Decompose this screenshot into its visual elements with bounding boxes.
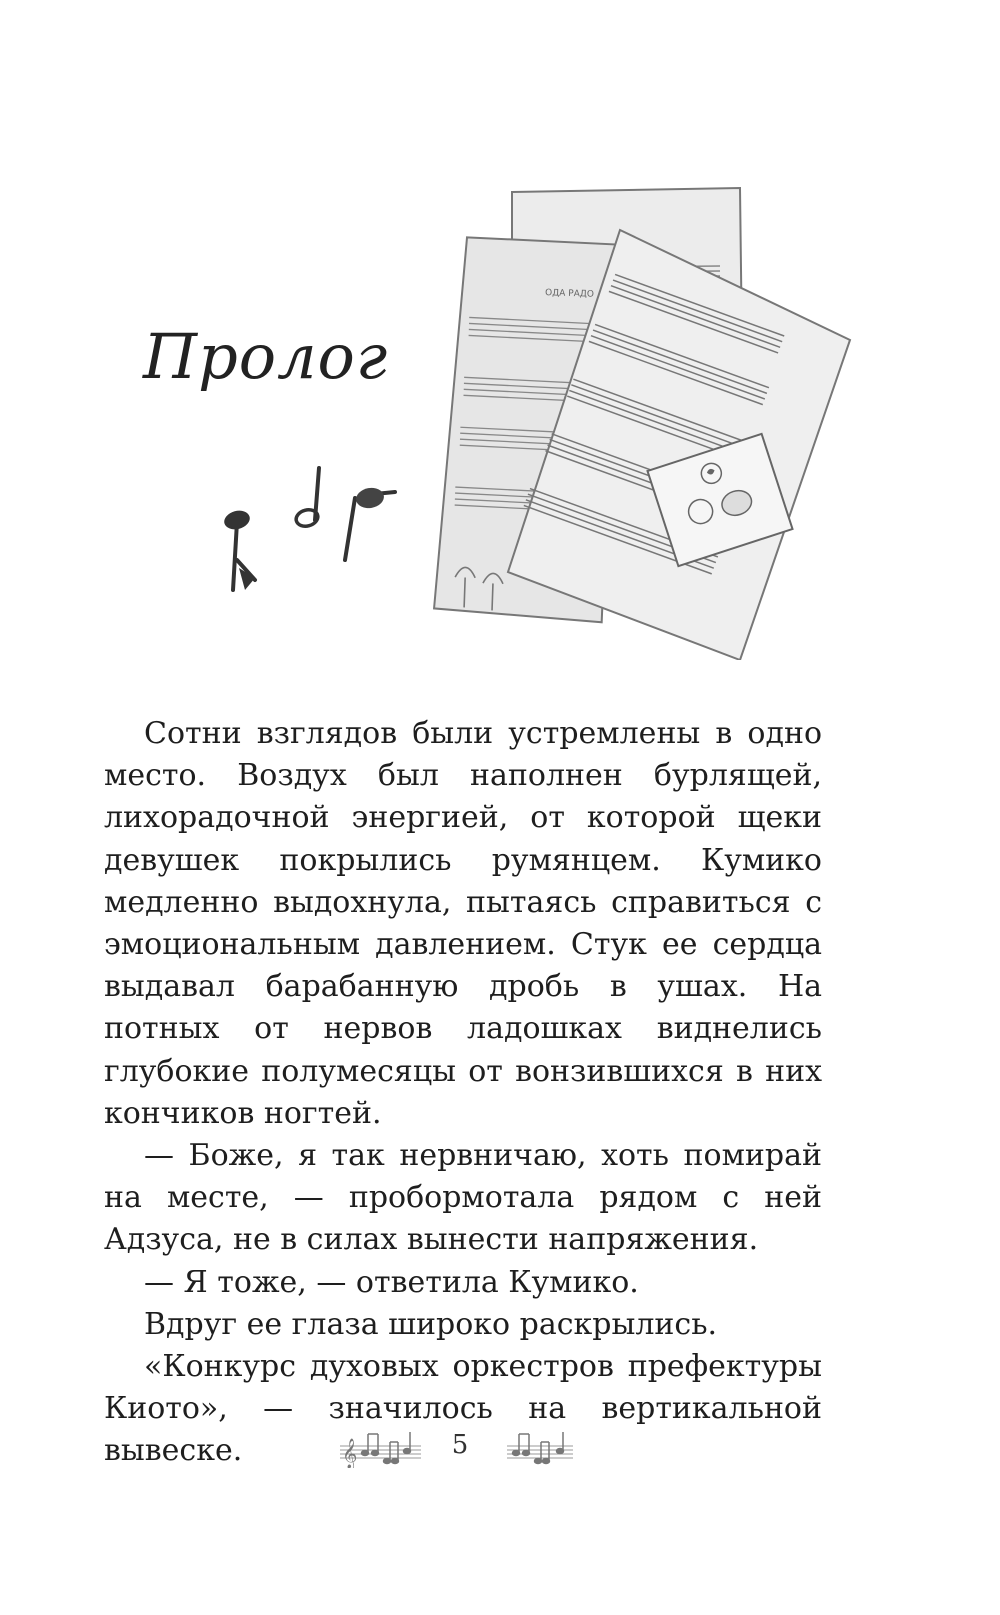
music-ornament-icon (505, 1428, 575, 1468)
paragraph-2: — Боже, я так нервничаю, хоть помирай на месте, — пробормотала рядом с ней Адзуса, не в силах вынести напряжения. (104, 1138, 822, 1258)
music-ornament-icon (338, 1428, 423, 1468)
sheet-music-illustration (420, 180, 860, 660)
chapter-title: Пролог (143, 320, 389, 393)
page-number: 5 (451, 1430, 469, 1460)
body-text (104, 713, 822, 1473)
music-notes-doodle-icon (215, 450, 415, 600)
sheet-caption: ОДА РАДО (544, 288, 595, 300)
page-footer (0, 1420, 1000, 1480)
paragraph-5: «Конкурс духовых оркестров префектуры Киото», — значилось на вертикальной вывеске. (104, 1349, 822, 1469)
paragraph-1: Сотни взглядов были устремлены в одно место. Воздух был наполнен бурлящей, лихорадочной энергией, от которой щеки девушек покрылись румянцем. Кумико медленно выдохнула, пытаясь справиться с эмоциональным давлением. Стук ее сердца выдавал барабанную дробь в ушах. На потных от нервов ладошках виднелись глубокие полумесяцы от вонзившихся в них кончиков ногтей. (104, 716, 822, 1131)
paragraph-3: — Я тоже, — ответила Кумико. (144, 1264, 639, 1300)
paragraph-4: Вдруг ее глаза широко раскрылись. (144, 1306, 718, 1342)
svg-text:𝄞: 𝄞 (342, 1439, 358, 1468)
